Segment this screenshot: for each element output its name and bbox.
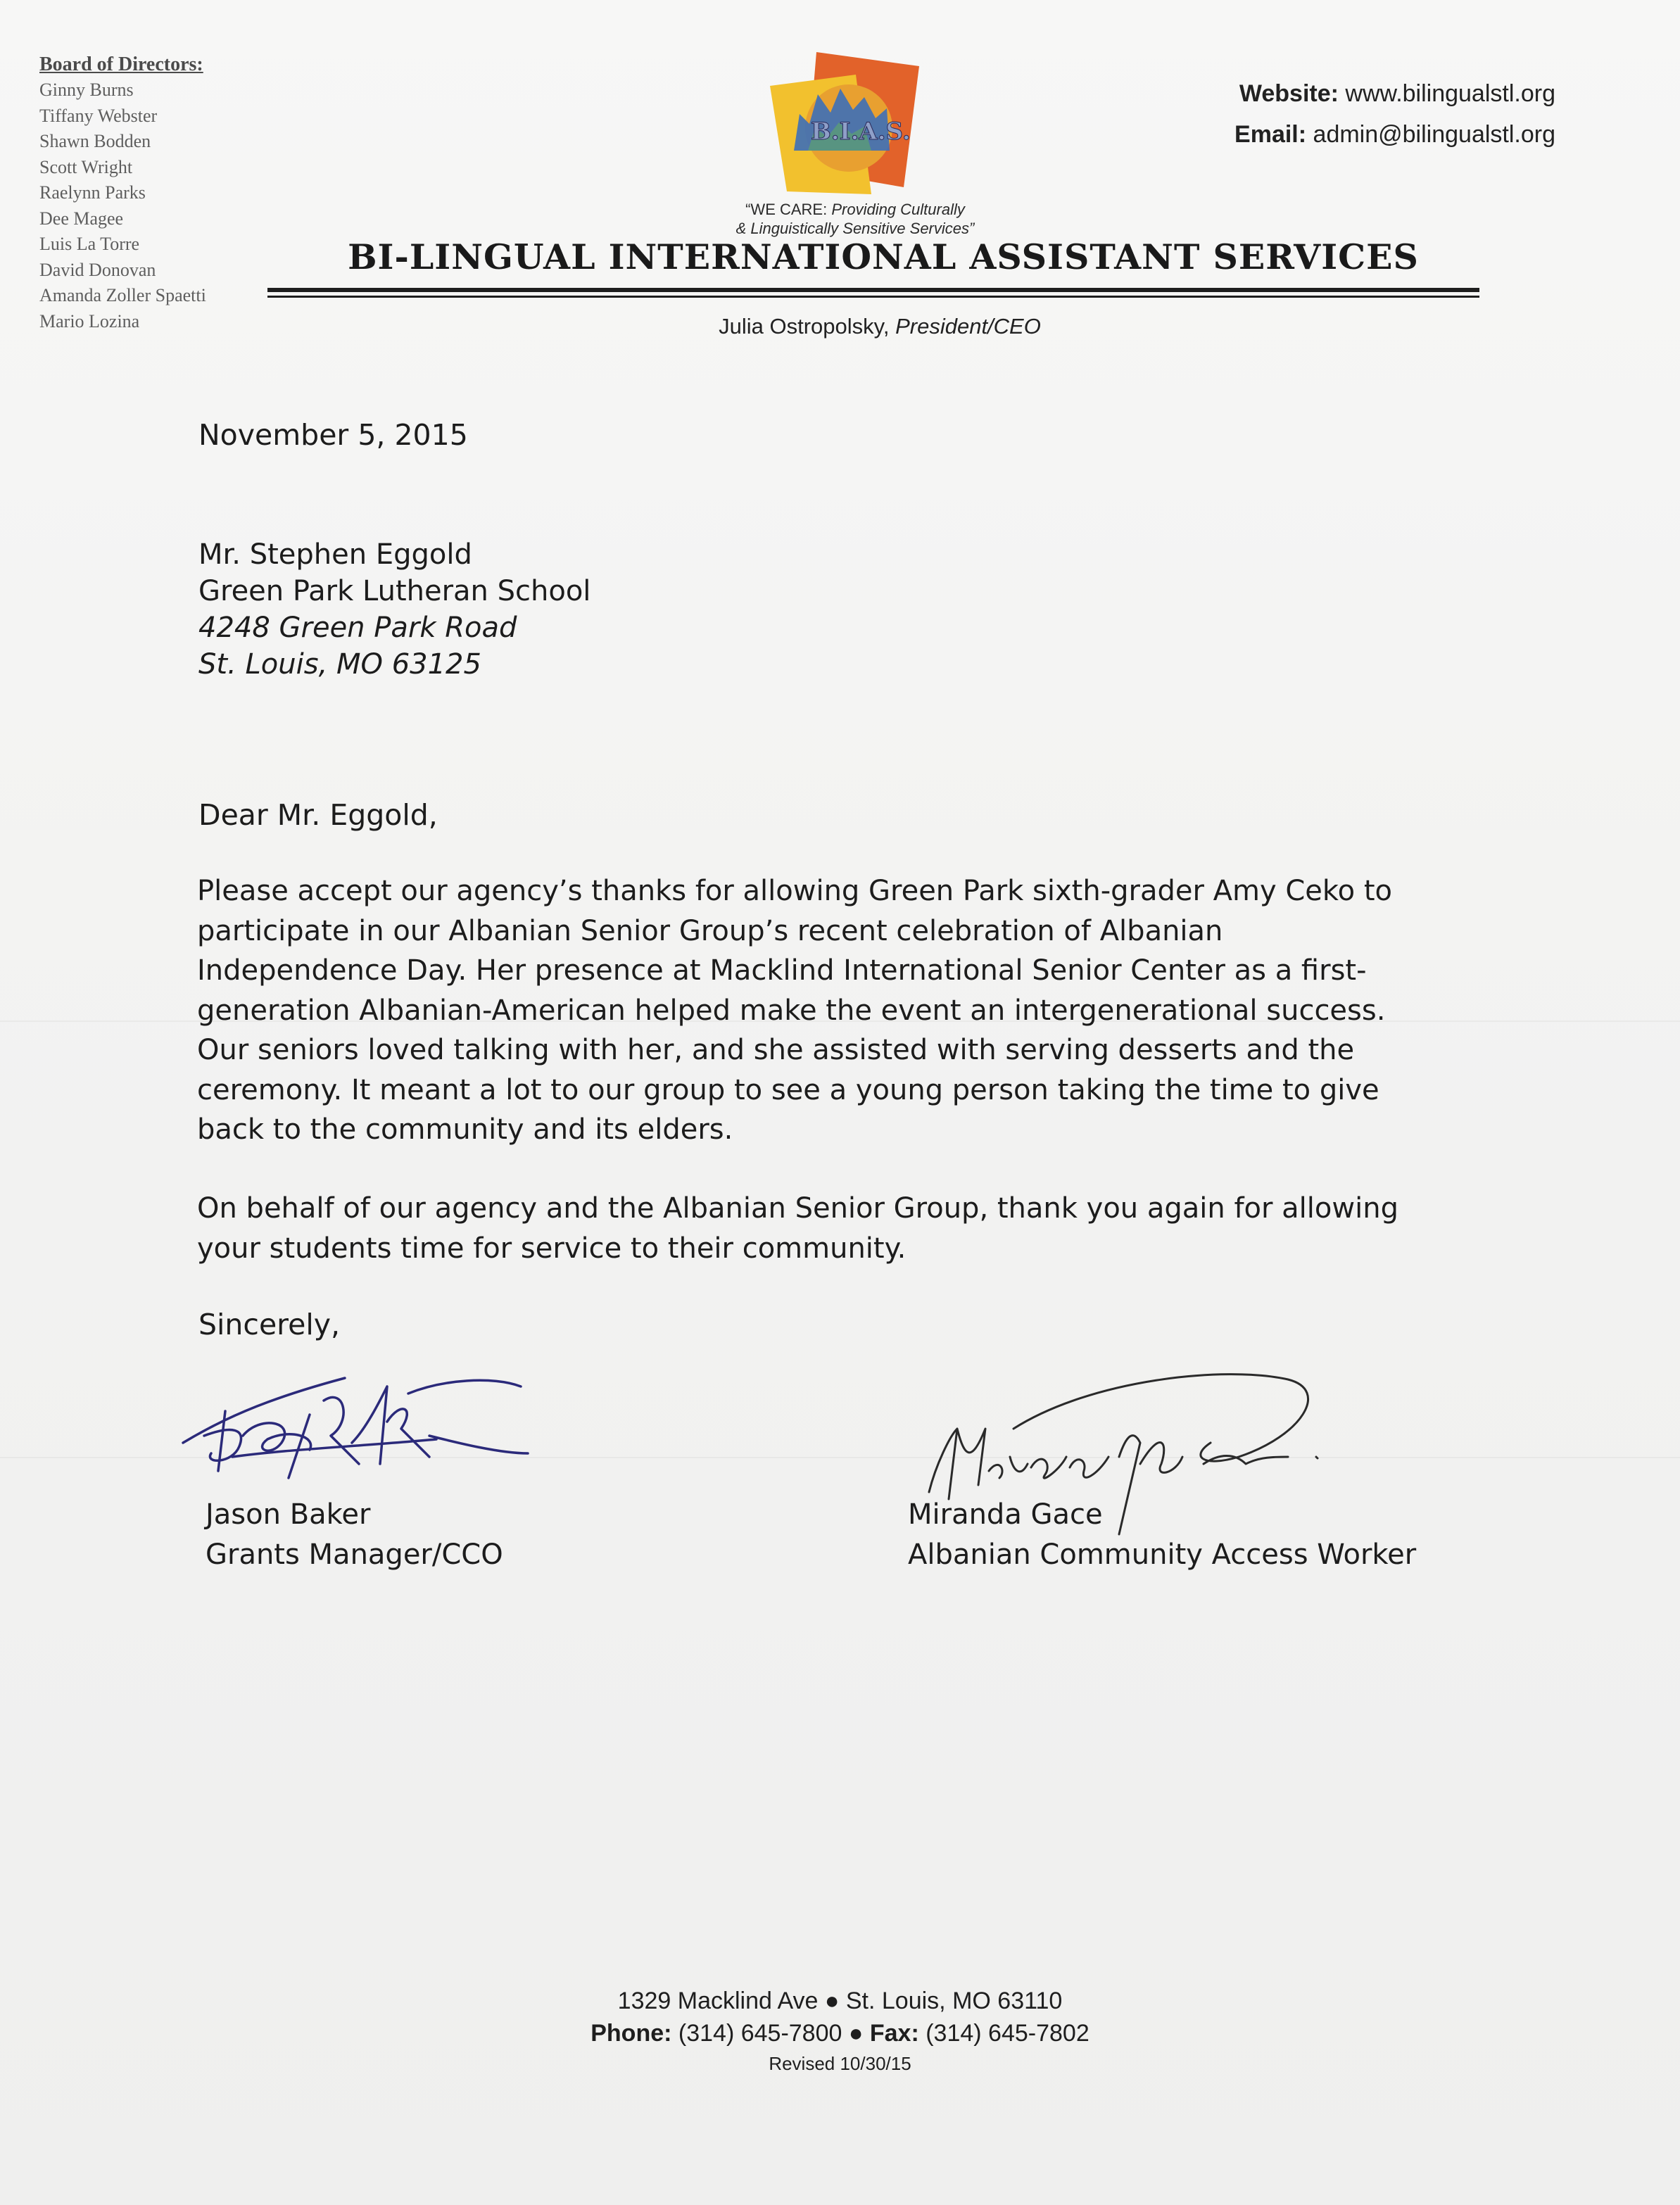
bias-logo	[766, 45, 928, 200]
paragraph-line: Independence Day. Her presence at Macklind International Senior Center as a first-	[197, 954, 1367, 987]
paragraph-line: participate in our Albanian Senior Group’s recent celebration of Albanian	[197, 914, 1223, 947]
board-member: Mario Lozina	[39, 310, 140, 331]
board-of-directors	[39, 53, 206, 334]
paragraph-line: generation Albanian-American helped make the event an intergenerational success.	[197, 994, 1386, 1027]
organization-name: BI-LINGUAL INTERNATIONAL ASSISTANT SERVICES	[348, 236, 1419, 277]
recipient-address	[198, 536, 590, 683]
contact-info	[1098, 73, 1555, 155]
recipient-street: 4248 Green Park Road	[198, 612, 517, 644]
letter-date: November 5, 2015	[198, 418, 468, 452]
president-title: President/CEO	[895, 314, 1041, 339]
signatory-right	[908, 1495, 1416, 1575]
paragraph-line: Our seniors loved talking with her, and she assisted with serving desserts and the	[197, 1034, 1355, 1066]
fax-number: (314) 645-7802	[926, 2020, 1090, 2047]
footer-revised: Revised 10/30/15	[769, 2053, 911, 2074]
paragraph-line: ceremony. It meant a lot to our group to see a young person taking the time to give	[197, 1073, 1379, 1106]
logo-text: B.I.A.S.	[811, 118, 911, 146]
body-paragraph-2	[197, 1189, 1506, 1268]
phone-label: Phone:	[590, 2020, 672, 2047]
signatory-title: Grants Manager/CCO	[206, 1539, 503, 1571]
board-member: David Donovan	[39, 259, 156, 280]
tagline-we-care: “WE CARE:	[745, 201, 832, 218]
board-member: Scott Wright	[39, 156, 133, 177]
signatory-name: Miranda Gace	[908, 1498, 1103, 1531]
signatory-left	[206, 1495, 503, 1575]
recipient-city: St. Louis, MO 63125	[198, 648, 481, 681]
email-label: Email:	[1234, 121, 1307, 148]
letterhead-footer	[0, 1985, 1680, 2078]
signatory-title: Albanian Community Access Worker	[908, 1539, 1417, 1571]
board-member: Dee Magee	[39, 208, 124, 229]
salutation: Dear Mr. Eggold,	[198, 798, 438, 832]
president-line	[633, 314, 1126, 339]
website-link[interactable]: www.bilingualstl.org	[1345, 80, 1555, 107]
board-member: Tiffany Webster	[39, 105, 158, 126]
president-name: Julia Ostropolsky,	[719, 314, 896, 339]
paragraph-line: your students time for service to their community.	[197, 1232, 907, 1265]
recipient-name: Mr. Stephen Eggold	[198, 538, 472, 571]
header-rule-thin	[267, 296, 1479, 298]
paragraph-line: On behalf of our agency and the Albanian Senior Group, thank you again for allowing	[197, 1192, 1398, 1225]
tagline	[697, 200, 1013, 238]
signature-jason-baker	[176, 1358, 542, 1492]
website-label: Website:	[1239, 80, 1339, 107]
email-link[interactable]: admin@bilingualstl.org	[1313, 121, 1555, 148]
fax-label: Fax:	[869, 2020, 919, 2047]
board-member: Luis La Torre	[39, 234, 140, 254]
footer-address: 1329 Macklind Ave ● St. Louis, MO 63110	[617, 1988, 1063, 2014]
board-member: Shawn Bodden	[39, 131, 151, 151]
body-paragraph-1	[197, 871, 1506, 1150]
recipient-school: Green Park Lutheran School	[198, 575, 591, 607]
board-member: Ginny Burns	[39, 80, 134, 100]
paragraph-line: back to the community and its elders.	[197, 1113, 733, 1146]
footer-phone-fax	[0, 2017, 1680, 2049]
signatory-name: Jason Baker	[206, 1498, 371, 1531]
closing: Sincerely,	[198, 1308, 341, 1341]
tagline-line1: Providing Culturally	[831, 201, 965, 218]
paragraph-line: Please accept our agency’s thanks for allowing Green Park sixth-grader Amy Ceko to	[197, 875, 1392, 907]
board-member: Raelynn Parks	[39, 182, 146, 203]
board-member: Amanda Zoller Spaetti	[39, 285, 206, 305]
footer-separator: ●	[842, 2020, 870, 2047]
tagline-line2: & Linguistically Sensitive Services”	[735, 220, 975, 237]
phone-number: (314) 645-7800	[678, 2020, 842, 2047]
header-rule	[267, 288, 1479, 292]
board-title: Board of Directors:	[39, 53, 203, 75]
